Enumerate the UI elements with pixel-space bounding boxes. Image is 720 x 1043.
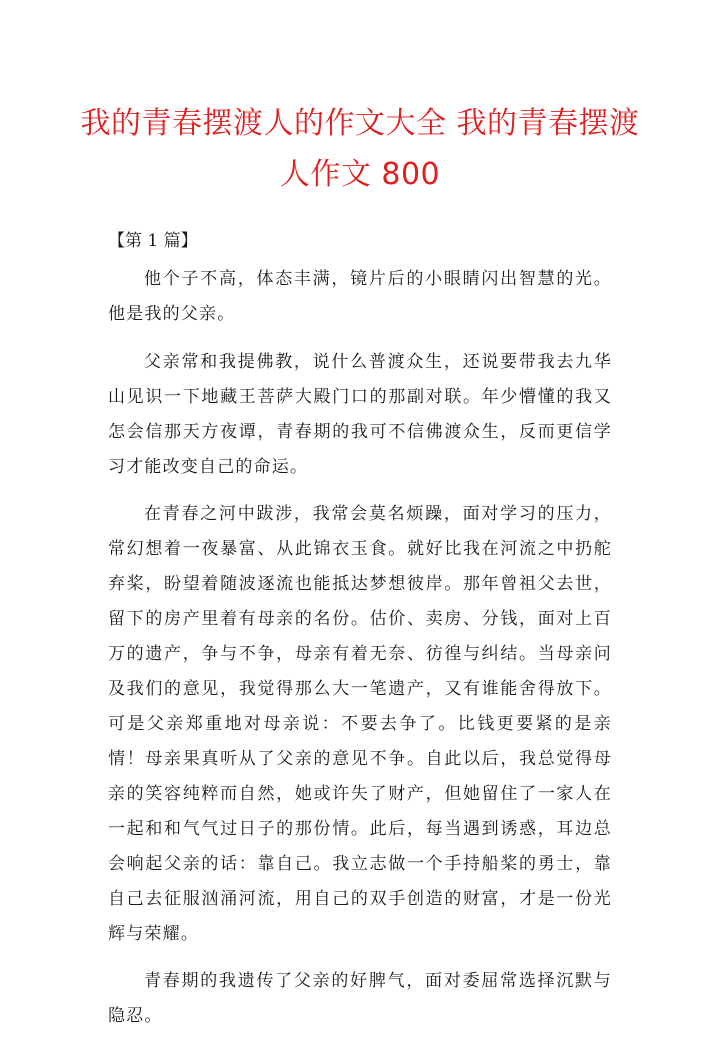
paragraph-1: 他个子不高，体态丰满，镜片后的小眼睛闪出智慧的光。他是我的父亲。 bbox=[108, 269, 612, 324]
paragraph-3: 在青春之河中跋涉，我常会莫名烦躁，面对学习的压力，常幻想着一夜暴富、从此锦衣玉食。就好比我在河流之中扔舵弃桨，盼望着随波逐流也能抵达梦想彼岸。那年曾祖父去世，留下的房产里着有母亲的名份。估价、卖房、分钱，面对上百万的遗产，争与不争，母亲有着无奈、彷徨与纠结。当母亲问及我们的意见，我觉得那么大一笔遗产，又有谁能舍得放下。可是父亲郑重地对母亲说：不要去争了。比钱更要紧的是亲情！母亲果真听从了父亲的意见不争。自此以后，我总觉得母亲的笑容纯粹而自然，她或许失了财产，但她留住了一家人在一起和和气气过日子的那份情。此后，每当遇到诱惑，耳边总会响起父亲的话：靠自己。我立志做一个手持船桨的勇士，靠自己去征服汹涌河流，用自己的双手创造的财富，才是一份光辉与荣耀。 bbox=[108, 504, 612, 944]
document-title-line-1: 我的青春摆渡人的作文大全 我的青春摆渡 bbox=[80, 106, 640, 141]
paragraph-2: 父亲常和我提佛教，说什么普渡众生，还说要带我去九华山见识一下地藏王菩萨大殿门口的那副对联。年少懵懂的我又怎会信那天方夜谭，青春期的我可不信佛渡众生，反而更信学习才能改变自己的命运。 bbox=[108, 352, 612, 477]
document-title-line-2: 人作文 800 bbox=[279, 157, 441, 192]
document-body bbox=[108, 262, 612, 1043]
paragraph-4: 青春期的我遗传了父亲的好脾气，面对委屈常选择沉默与隐忍。 bbox=[108, 971, 612, 1026]
section-label: 【第 1 篇】 bbox=[108, 231, 198, 251]
